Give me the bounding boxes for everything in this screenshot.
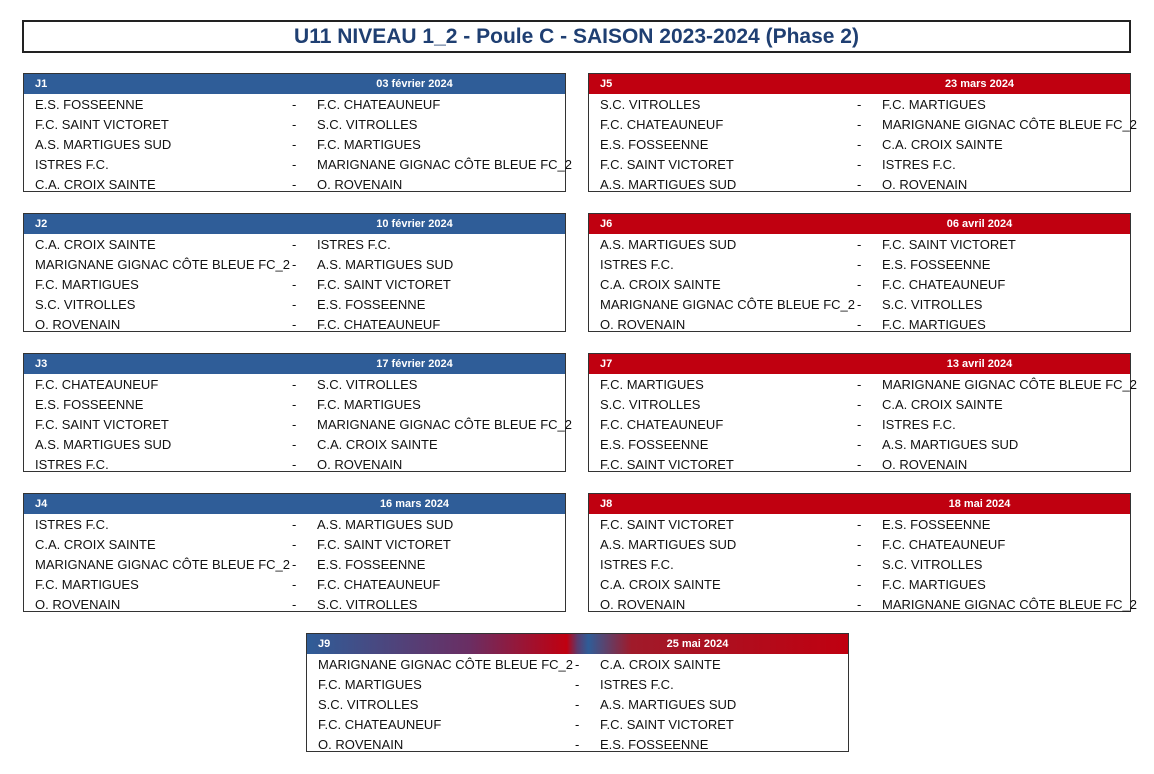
match-separator: - [857,557,862,572]
away-team: E.S. FOSSEENNE [882,257,991,272]
match-row [589,395,1130,415]
match-row [24,575,565,595]
home-team: F.C. SAINT VICTORET [600,157,734,172]
matchday-date: 23 mars 2024 [944,78,1015,90]
match-list [589,234,1130,335]
home-team: ISTRES F.C. [35,517,109,532]
match-separator: - [857,577,862,592]
match-separator: - [575,657,580,672]
away-team: C.A. CROIX SAINTE [882,137,1003,152]
away-team: MARIGNANE GIGNAC CÔTE BLEUE FC_2 [882,377,1137,392]
match-row [24,275,565,295]
match-separator: - [857,317,862,332]
home-team: E.S. FOSSEENNE [600,137,709,152]
match-row [589,115,1137,135]
match-row [589,535,1130,555]
away-team: MARIGNANE GIGNAC CÔTE BLEUE FC_2 [882,597,1137,612]
away-team: F.C. CHATEAUNEUF [882,537,1006,552]
match-separator: - [857,137,862,152]
away-team: A.S. MARTIGUES SUD [882,437,1019,452]
home-team: F.C. MARTIGUES [35,277,139,292]
away-team: C.A. CROIX SAINTE [317,437,438,452]
home-team: C.A. CROIX SAINTE [600,577,721,592]
match-row [589,95,1130,115]
match-row [589,155,1130,175]
home-team: ISTRES F.C. [35,457,109,472]
away-team: A.S. MARTIGUES SUD [317,257,454,272]
match-row [307,695,848,715]
away-team: E.S. FOSSEENNE [600,737,709,752]
match-separator: - [857,177,862,192]
home-team: O. ROVENAIN [600,317,686,332]
match-separator: - [292,517,297,532]
match-separator: - [292,597,297,612]
away-team: O. ROVENAIN [882,457,968,472]
away-team: MARIGNANE GIGNAC CÔTE BLEUE FC_2 [317,417,572,432]
match-separator: - [857,157,862,172]
match-row [24,235,565,255]
matchday-header [589,494,1130,514]
home-team: ISTRES F.C. [600,257,674,272]
match-separator: - [292,377,297,392]
match-row [24,535,565,555]
matchday-header [24,74,565,94]
away-team: E.S. FOSSEENNE [317,297,426,312]
match-separator: - [857,397,862,412]
matchday-date: 10 février 2024 [376,218,453,230]
match-row [307,655,848,675]
match-row [24,455,565,475]
match-row [24,295,565,315]
away-team: ISTRES F.C. [882,417,956,432]
match-separator: - [857,97,862,112]
match-list [307,654,848,755]
match-row [589,295,1130,315]
matchday-date: 18 mai 2024 [948,498,1011,510]
away-team: F.C. MARTIGUES [317,397,421,412]
home-team: A.S. MARTIGUES SUD [35,137,172,152]
matchday-header [24,354,565,374]
match-row [24,595,565,615]
match-row [589,255,1130,275]
matchday-block-j4 [23,493,566,612]
away-team: S.C. VITROLLES [882,297,983,312]
match-separator: - [292,437,297,452]
home-team: F.C. SAINT VICTORET [600,457,734,472]
away-team: F.C. SAINT VICTORET [600,717,734,732]
match-row [24,555,565,575]
matchday-date: 25 mai 2024 [666,638,729,650]
match-row [589,175,1130,195]
home-team: O. ROVENAIN [35,317,121,332]
home-team: F.C. CHATEAUNEUF [318,717,442,732]
home-team: MARIGNANE GIGNAC CÔTE BLEUE FC_2 [35,557,290,572]
home-team: S.C. VITROLLES [35,297,136,312]
match-separator: - [292,457,297,472]
away-team: MARIGNANE GIGNAC CÔTE BLEUE FC_2 [882,117,1137,132]
match-separator: - [292,257,297,272]
away-team: ISTRES F.C. [882,157,956,172]
away-team: ISTRES F.C. [317,237,391,252]
match-row [307,735,848,755]
home-team: A.S. MARTIGUES SUD [600,177,737,192]
away-team: S.C. VITROLLES [317,597,418,612]
matchday-label: J3 [35,358,48,370]
match-separator: - [857,457,862,472]
match-separator: - [575,697,580,712]
away-team: F.C. MARTIGUES [317,137,421,152]
away-team: O. ROVENAIN [317,177,403,192]
matchday-date: 06 avril 2024 [946,218,1013,230]
matchday-block-j7 [588,353,1137,472]
matchday-block-j1 [23,73,572,192]
match-row [589,375,1137,395]
matchday-date: 13 avril 2024 [946,358,1013,370]
match-separator: - [292,417,297,432]
match-list [24,514,565,615]
match-separator: - [292,117,297,132]
home-team: C.A. CROIX SAINTE [35,537,156,552]
away-team: MARIGNANE GIGNAC CÔTE BLEUE FC_2 [317,157,572,172]
match-list [24,234,565,335]
home-team: F.C. CHATEAUNEUF [600,117,724,132]
matchday-block-j2 [23,213,566,332]
matchday-header [307,634,848,654]
away-team: A.S. MARTIGUES SUD [600,697,737,712]
away-team: ISTRES F.C. [600,677,674,692]
match-separator: - [857,517,862,532]
home-team: C.A. CROIX SAINTE [35,177,156,192]
match-row [24,515,565,535]
away-team: E.S. FOSSEENNE [882,517,991,532]
matchday-label: J9 [318,638,331,650]
match-row [24,115,565,135]
home-team: MARIGNANE GIGNAC CÔTE BLEUE FC_2 [35,257,290,272]
away-team: F.C. MARTIGUES [882,97,986,112]
matchday-block-j5 [588,73,1137,192]
home-team: MARIGNANE GIGNAC CÔTE BLEUE FC_2 [600,297,855,312]
home-team: ISTRES F.C. [35,157,109,172]
matchday-label: J1 [35,78,48,90]
matchday-header [589,214,1130,234]
away-team: F.C. CHATEAUNEUF [317,97,441,112]
match-separator: - [292,277,297,292]
match-row [24,375,565,395]
away-team: F.C. MARTIGUES [882,317,986,332]
match-list [24,374,572,475]
home-team: MARIGNANE GIGNAC CÔTE BLEUE FC_2 [318,657,573,672]
match-row [589,135,1130,155]
match-row [589,555,1130,575]
match-separator: - [292,237,297,252]
match-row [589,415,1130,435]
away-team: F.C. SAINT VICTORET [317,537,451,552]
match-separator: - [292,157,297,172]
match-separator: - [292,317,297,332]
away-team: S.C. VITROLLES [317,377,418,392]
matchday-header [589,354,1130,374]
match-row [589,515,1130,535]
matchday-header [24,494,565,514]
home-team: F.C. SAINT VICTORET [600,517,734,532]
match-separator: - [857,377,862,392]
match-row [589,455,1130,475]
home-team: F.C. CHATEAUNEUF [35,377,159,392]
home-team: F.C. MARTIGUES [318,677,422,692]
home-team: E.S. FOSSEENNE [600,437,709,452]
home-team: F.C. MARTIGUES [600,377,704,392]
match-list [589,94,1137,195]
match-row [307,675,848,695]
match-row [589,435,1130,455]
matchday-block-j3 [23,353,572,472]
away-team: F.C. MARTIGUES [882,577,986,592]
match-row [589,275,1130,295]
match-separator: - [292,137,297,152]
match-row [589,595,1137,615]
match-list [589,374,1137,475]
matchday-label: J4 [35,498,48,510]
away-team: C.A. CROIX SAINTE [600,657,721,672]
page-title: U11 NIVEAU 1_2 - Poule C - SAISON 2023-2024 (Phase 2) [22,20,1131,53]
match-separator: - [857,597,862,612]
away-team: F.C. SAINT VICTORET [317,277,451,292]
match-row [589,235,1130,255]
home-team: A.S. MARTIGUES SUD [35,437,172,452]
matchday-date: 17 février 2024 [376,358,453,370]
home-team: S.C. VITROLLES [600,97,701,112]
match-row [24,255,565,275]
match-separator: - [292,577,297,592]
match-row [24,435,565,455]
home-team: S.C. VITROLLES [318,697,419,712]
match-separator: - [292,397,297,412]
matchday-label: J7 [600,358,613,370]
home-team: F.C. MARTIGUES [35,577,139,592]
match-separator: - [857,537,862,552]
home-team: C.A. CROIX SAINTE [600,277,721,292]
match-separator: - [292,177,297,192]
match-row [24,155,572,175]
home-team: E.S. FOSSEENNE [35,97,144,112]
matchday-label: J8 [600,498,613,510]
match-separator: - [857,117,862,132]
home-team: O. ROVENAIN [600,597,686,612]
matchday-header [24,214,565,234]
away-team: E.S. FOSSEENNE [317,557,426,572]
away-team: A.S. MARTIGUES SUD [317,517,454,532]
match-list [589,514,1137,615]
match-row [24,135,565,155]
match-separator: - [857,257,862,272]
match-separator: - [857,437,862,452]
match-row [24,95,565,115]
away-team: S.C. VITROLLES [317,117,418,132]
match-row [589,315,1130,335]
match-separator: - [292,97,297,112]
home-team: O. ROVENAIN [35,597,121,612]
away-team: F.C. CHATEAUNEUF [317,577,441,592]
home-team: A.S. MARTIGUES SUD [600,237,737,252]
away-team: C.A. CROIX SAINTE [882,397,1003,412]
matchday-label: J5 [600,78,613,90]
matchday-date: 16 mars 2024 [379,498,450,510]
home-team: A.S. MARTIGUES SUD [600,537,737,552]
match-list [24,94,572,195]
matchday-block-j9 [306,633,849,752]
away-team: F.C. CHATEAUNEUF [882,277,1006,292]
away-team: S.C. VITROLLES [882,557,983,572]
match-row [24,175,565,195]
home-team: F.C. CHATEAUNEUF [600,417,724,432]
match-row [307,715,848,735]
home-team: S.C. VITROLLES [600,397,701,412]
home-team: O. ROVENAIN [318,737,404,752]
match-separator: - [857,277,862,292]
match-separator: - [575,737,580,752]
match-separator: - [292,297,297,312]
match-separator: - [292,537,297,552]
match-row [589,575,1130,595]
home-team: C.A. CROIX SAINTE [35,237,156,252]
match-separator: - [575,717,580,732]
match-separator: - [575,677,580,692]
matchday-date: 03 février 2024 [376,78,453,90]
matchday-header [589,74,1130,94]
match-separator: - [292,557,297,572]
home-team: F.C. SAINT VICTORET [35,117,169,132]
away-team: F.C. SAINT VICTORET [882,237,1016,252]
matchday-label: J6 [600,218,613,230]
away-team: F.C. CHATEAUNEUF [317,317,441,332]
match-separator: - [857,297,862,312]
home-team: ISTRES F.C. [600,557,674,572]
away-team: O. ROVENAIN [317,457,403,472]
matchday-block-j8 [588,493,1137,612]
home-team: E.S. FOSSEENNE [35,397,144,412]
match-row [24,315,565,335]
home-team: F.C. SAINT VICTORET [35,417,169,432]
matchday-label: J2 [35,218,48,230]
match-row [24,415,572,435]
match-row [24,395,565,415]
matchday-block-j6 [588,213,1131,332]
match-separator: - [857,417,862,432]
away-team: O. ROVENAIN [882,177,968,192]
match-separator: - [857,237,862,252]
